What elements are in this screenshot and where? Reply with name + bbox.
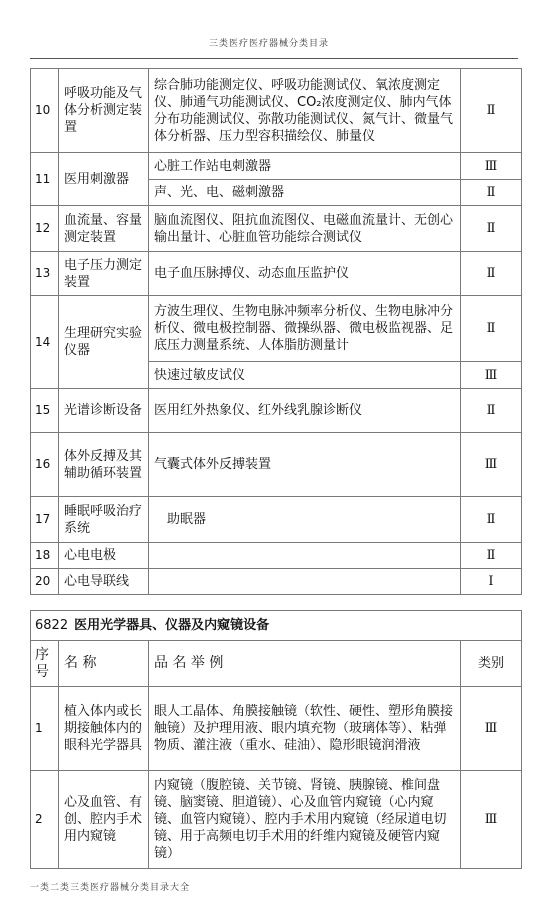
product-category: 电子压力测定装置 <box>59 252 149 296</box>
product-examples: 声、光、电、磁刺激器 <box>149 180 461 206</box>
class-level: Ⅲ <box>461 362 522 389</box>
row-number: 14 <box>31 296 59 389</box>
page-footer: 一类二类三类医疗器械分类目录大全 <box>30 883 191 893</box>
header-name: 名 称 <box>59 641 149 687</box>
section-title-row <box>31 611 522 641</box>
product-examples: 综合肺功能测定仪、呼吸功能测试仪、氧浓度测定仪、肺通气功能测试仪、CO₂浓度测定仪、肺内气体分布功能测试仪、弥散功能测试仪、氮气计、微量气体分析器、压力型容积描绘仪、肺量仪 <box>149 69 461 153</box>
class-level: Ⅲ <box>461 771 522 869</box>
product-category: 血流量、容量测定装置 <box>59 206 149 252</box>
product-examples <box>149 569 461 595</box>
product-examples: 内窥镜（腹腔镜、关节镜、肾镜、胰腺镜、椎间盘镜、脑窦镜、胆道镜）、心及血管内窥镜（心内窥镜、血管内窥镜）、腔内手术用内窥镜（经尿道电切镜、用于高频电切手术用的纤维内窥镜及硬管内窥镜） <box>149 771 461 869</box>
row-number: 18 <box>31 543 59 569</box>
row-number: 1 <box>31 687 59 771</box>
product-category: 生理研究实验仪器 <box>59 296 149 389</box>
product-examples: 气囊式体外反搏装置 <box>149 433 461 497</box>
table-row <box>31 153 522 180</box>
table-row <box>31 497 522 543</box>
section-code: 6822 <box>35 618 69 633</box>
section-name: 医用光学器具、仪器及内窥镜设备 <box>74 618 270 633</box>
row-number: 20 <box>31 569 59 595</box>
product-category: 体外反搏及其辅助循环装置 <box>59 433 149 497</box>
product-category: 心及血管、有创、腔内手术用内窥镜 <box>59 771 149 869</box>
product-examples: 心脏工作站电刺激器 <box>149 153 461 180</box>
row-number: 12 <box>31 206 59 252</box>
header-examples: 品 名 举 例 <box>149 641 461 687</box>
product-category: 医用刺激器 <box>59 153 149 206</box>
table-row <box>31 433 522 497</box>
header-rule <box>30 58 518 59</box>
class-level: Ⅲ <box>461 687 522 771</box>
row-number: 13 <box>31 252 59 296</box>
product-examples: 医用红外热象仪、红外线乳腺诊断仪 <box>149 389 461 433</box>
header-number: 序号 <box>31 641 59 687</box>
table-row <box>31 569 522 595</box>
class-level: Ⅲ <box>461 433 522 497</box>
product-category: 睡眠呼吸治疗系统 <box>59 497 149 543</box>
row-number: 11 <box>31 153 59 206</box>
class-level: Ⅱ <box>461 296 522 362</box>
class-level: Ⅱ <box>461 497 522 543</box>
row-number: 17 <box>31 497 59 543</box>
product-category: 植入体内或长期接触体内的眼科光学器具 <box>59 687 149 771</box>
product-examples: 方波生理仪、生物电脉冲频率分析仪、生物电脉冲分析仪、微电极控制器、微操纵器、微电极监视器、足底压力测量系统、人体脂肪测量计 <box>149 296 461 362</box>
product-examples: 眼人工晶体、角膜接触镜（软性、硬性、塑形角膜接触镜）及护理用液、眼内填充物（玻璃体等）、粘弹物质、灌注液（重水、硅油）、隐形眼镜润滑液 <box>149 687 461 771</box>
classification-table-continued <box>30 68 522 595</box>
product-category: 呼吸功能及气体分析测定装置 <box>59 69 149 153</box>
table-row <box>31 296 522 362</box>
product-examples: 助眠器 <box>149 497 461 543</box>
class-level: Ⅲ <box>461 153 522 180</box>
row-number: 2 <box>31 771 59 869</box>
class-level: Ⅱ <box>461 180 522 206</box>
table-row <box>31 543 522 569</box>
table-row <box>31 206 522 252</box>
section-title <box>31 611 522 641</box>
page-header: 三类医疗医疗器械分类目录 <box>208 39 329 49</box>
product-examples: 电子血压脉搏仪、动态血压监护仪 <box>149 252 461 296</box>
row-number: 15 <box>31 389 59 433</box>
optical-devices-table <box>30 610 522 869</box>
product-examples: 快速过敏皮试仪 <box>149 362 461 389</box>
class-level: Ⅱ <box>461 389 522 433</box>
product-category: 光谱诊断设备 <box>59 389 149 433</box>
product-category: 心电电极 <box>59 543 149 569</box>
table-row <box>31 389 522 433</box>
table-row <box>31 687 522 771</box>
table-row <box>31 69 522 153</box>
product-examples: 脑血流图仪、阻抗血流图仪、电磁血流量计、无创心输出量计、心脏血管功能综合测试仪 <box>149 206 461 252</box>
class-level: Ⅱ <box>461 69 522 153</box>
table-row <box>31 771 522 869</box>
header-class: 类别 <box>461 641 522 687</box>
table-header-row <box>31 641 522 687</box>
product-examples <box>149 543 461 569</box>
class-level: Ⅱ <box>461 252 522 296</box>
table-row <box>31 252 522 296</box>
class-level: Ⅰ <box>461 569 522 595</box>
class-level: Ⅱ <box>461 206 522 252</box>
class-level: Ⅱ <box>461 543 522 569</box>
row-number: 10 <box>31 69 59 153</box>
product-category: 心电导联线 <box>59 569 149 595</box>
row-number: 16 <box>31 433 59 497</box>
